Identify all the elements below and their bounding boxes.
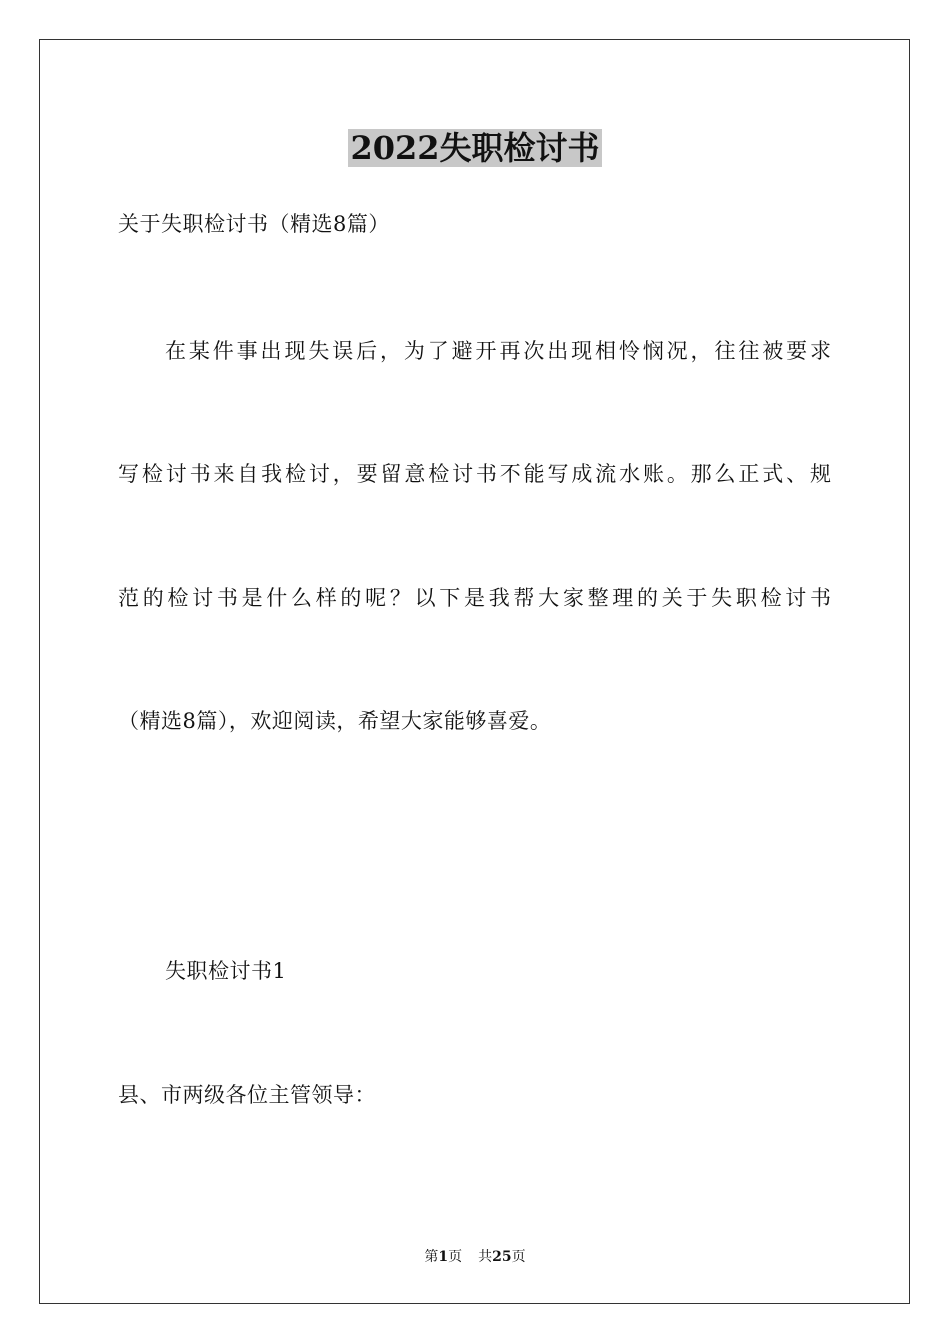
footer-total-prefix: 共 — [478, 1249, 493, 1265]
intro-line-4: （精选8篇），欢迎阅读，希望大家能够喜爱。 — [118, 709, 552, 733]
section-heading: 失职检讨书1 — [165, 959, 287, 983]
page-footer — [0, 1248, 950, 1266]
footer-page-suffix: 页 — [448, 1249, 463, 1265]
footer-page-number: 1 — [438, 1249, 449, 1265]
document-title — [0, 126, 950, 170]
intro-line-3: 范的检讨书是什么样的呢？以下是我帮大家整理的关于失职检讨书 — [118, 586, 831, 610]
footer-total-pages: 25 — [492, 1249, 512, 1265]
salutation: 县、市两级各位主管领导： — [118, 1083, 376, 1107]
intro-line-1: 在某件事出现失误后，为了避开再次出现相怜悯况，往往被要求 — [165, 339, 831, 363]
footer-page-prefix: 第 — [424, 1249, 439, 1265]
intro-line-2: 写检讨书来自我检讨，要留意检讨书不能写成流水账。那么正式、规 — [118, 462, 831, 486]
footer-total-suffix: 页 — [511, 1249, 526, 1265]
document-title-text: 2022失职检讨书 — [350, 129, 600, 167]
document-subtitle: 关于失职检讨书（精选8篇） — [118, 212, 390, 236]
